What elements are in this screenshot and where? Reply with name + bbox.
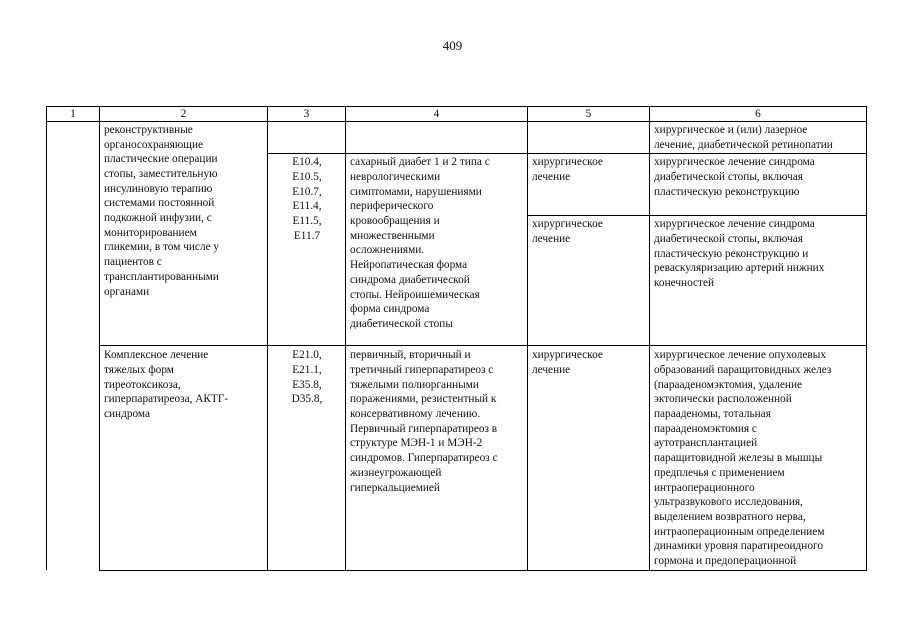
text-line: синдрома диабетической [350, 273, 470, 286]
text-line: диабетической стопы, включая [654, 233, 803, 246]
text-line: Первичный гиперпаратиреоз в [350, 422, 498, 435]
text-line: пластическую реконструкцию и [654, 247, 809, 260]
empty-cell [346, 122, 528, 154]
text-line: гликемии, в том числе у [104, 241, 220, 254]
treatment-method-cell [650, 154, 867, 216]
number-cell [47, 122, 100, 570]
text-line: системами постоянной [104, 197, 215, 210]
text-line: предплечья с применением [654, 466, 785, 479]
text-line: динамики уровня паратиреоидного [654, 540, 823, 553]
text-line: хирургическое лечение синдрома [654, 218, 815, 231]
text-line: жизнеугрожающей [350, 466, 442, 479]
icd-codes-cell [268, 346, 346, 570]
header-col-1: 1 [47, 107, 100, 122]
treatment-type-cell [528, 154, 650, 216]
text-line: пластическую реконструкцию [654, 185, 800, 198]
text-line: Нейропатическая форма [350, 259, 468, 272]
text-line: хирургическое лечение синдрома [654, 156, 815, 169]
text-line: диабетической стопы [350, 317, 453, 330]
icd-code: E21.0, [292, 349, 322, 362]
text-line: тяжелых форм [104, 364, 174, 377]
treatment-method-cell [650, 346, 867, 570]
icd-code: E11.5, [292, 215, 322, 228]
text-line: пластические операции [104, 153, 218, 166]
patient-model-cell [346, 154, 528, 346]
text-line: трансплантированными [104, 270, 219, 283]
header-col-5: 5 [528, 107, 650, 122]
empty-cell [268, 122, 346, 154]
icd-code: E35.8, [292, 378, 322, 391]
text-line: реконструктивные [104, 124, 193, 137]
text-line: форма синдрома [350, 303, 430, 316]
text-line: лечение [532, 364, 571, 377]
text-line: лечение [532, 233, 571, 246]
text-line: интраоперационным определением [654, 525, 825, 538]
icd-code: D35.8, [291, 393, 323, 406]
text-line: лечение, диабетической ретинопатии [654, 138, 833, 151]
text-line: мониторированием [104, 226, 197, 239]
text-line: периферического [350, 200, 434, 213]
text-line: диабетической стопы, включая [654, 171, 803, 184]
text-line: синдрома [104, 408, 151, 421]
icd-code: E10.5, [292, 171, 322, 184]
icd-code: E21.1, [292, 364, 322, 377]
text-line: хирургическое [532, 349, 603, 362]
text-line: интраоперационного [654, 481, 755, 494]
header-col-6: 6 [650, 107, 867, 122]
medical-care-table [46, 106, 867, 571]
text-line: консервативному лечению. [350, 408, 481, 421]
text-line: инсулиновую терапию [104, 182, 213, 195]
icd-code: E11.7 [293, 229, 321, 242]
treatment-type-cell [528, 346, 650, 570]
text-line: неврологическими [350, 171, 441, 184]
text-line: хирургическое [532, 156, 603, 169]
table-row [47, 122, 867, 154]
empty-cell [528, 122, 650, 154]
text-line: реваскуляризацию артерий нижних [654, 262, 825, 275]
text-line: тяжелыми полиорганными [350, 378, 479, 391]
header-row [47, 107, 867, 122]
treatment-type-cell [528, 216, 650, 346]
intervention-name-cell [100, 346, 268, 570]
text-line: поражениями, резистентный к [350, 393, 497, 406]
header-col-2: 2 [100, 107, 268, 122]
treatment-method-cell [650, 216, 867, 346]
page-number: 409 [442, 38, 463, 53]
text-line: синдромов. Гиперпаратиреоз с [350, 452, 498, 465]
patient-model-cell [346, 346, 528, 570]
intervention-name-cell [100, 122, 268, 346]
text-line: стопы, заместительную [104, 168, 218, 181]
text-line: стопы. Нейроишемическая [350, 288, 480, 301]
text-line: осложнениями. [350, 244, 425, 257]
header-col-3: 3 [268, 107, 346, 122]
text-line: гормона и предоперационной [654, 554, 797, 567]
text-line: гиперкальциемией [350, 481, 440, 494]
text-line: кровообращения и [350, 215, 440, 228]
text-line: парааденомэктомия с [654, 422, 757, 435]
text-line: конечностей [654, 277, 715, 290]
text-line: тиреотоксикоза, [104, 378, 181, 391]
text-line: симптомами, нарушениями [350, 185, 482, 198]
text-line: пациентов с [104, 256, 162, 269]
icd-code: E10.4, [292, 156, 322, 169]
text-line: сахарный диабет 1 и 2 типа с [350, 156, 490, 169]
text-line: ультразвукового исследования, [654, 496, 803, 509]
icd-code: E10.7, [292, 185, 322, 198]
text-line: паращитовидной железы в мышцы [654, 452, 823, 465]
text-line: аутотрансплантацией [654, 437, 758, 450]
treatment-method-cell [650, 122, 867, 154]
text-line: выделением возвратного нерва, [654, 510, 806, 523]
text-line: множественными [350, 229, 435, 242]
text-line: эктопически расположенной [654, 393, 792, 406]
header-col-4: 4 [346, 107, 528, 122]
text-line: третичный гиперпаратиреоз с [350, 364, 494, 377]
text-line: хирургическое [532, 218, 603, 231]
text-line: гиперпаратиреоза, АКТГ- [104, 393, 229, 406]
text-line: Комплексное лечение [104, 349, 209, 362]
icd-codes-cell [268, 154, 346, 346]
text-line: (парааденомэктомия, удаление [654, 378, 803, 391]
table-row [47, 346, 867, 570]
text-line: образований паращитовидных желез [654, 364, 832, 377]
text-line: подкожной инфузии, с [104, 212, 212, 225]
text-line: хирургическое лечение опухолевых [654, 349, 826, 362]
text-line: хирургическое и (или) лазерное [654, 124, 808, 137]
text-line: структуре МЭН-1 и МЭН-2 [350, 437, 483, 450]
text-line: лечение [532, 171, 571, 184]
text-line: органосохраняющие [104, 138, 204, 151]
text-line: органами [104, 285, 150, 298]
text-line: первичный, вторичный и [350, 349, 471, 362]
icd-code: E11.4, [292, 200, 322, 213]
text-line: парааденомы, тотальная [654, 408, 771, 421]
